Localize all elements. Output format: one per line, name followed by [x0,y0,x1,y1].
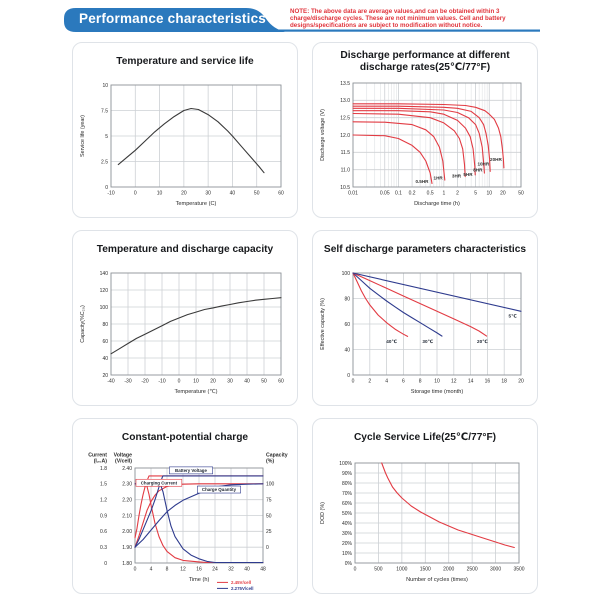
svg-text:1.2: 1.2 [100,497,107,504]
svg-text:-10: -10 [158,378,166,385]
svg-text:1HR: 1HR [433,175,443,181]
svg-text:0.9: 0.9 [100,513,107,520]
svg-text:70%: 70% [341,490,352,497]
svg-text:12: 12 [180,566,186,573]
svg-text:2.10: 2.10 [122,513,132,520]
svg-text:0.5: 0.5 [426,190,434,197]
page-header [0,0,600,40]
svg-text:Battery Voltage: Battery Voltage [175,468,207,474]
svg-text:30: 30 [227,378,233,385]
svg-text:20℃: 20℃ [477,339,488,345]
svg-text:1.90: 1.90 [122,544,132,551]
chart-card-temperature-service-life [72,42,298,218]
svg-text:11.5: 11.5 [340,150,350,157]
svg-text:0: 0 [104,560,107,567]
svg-text:2.40: 2.40 [122,465,132,472]
svg-text:25: 25 [266,529,272,536]
svg-text:100%: 100% [339,460,352,467]
chart-card-self-discharge [312,230,538,406]
svg-text:Temperature (℃): Temperature (℃) [174,389,218,395]
svg-text:80: 80 [344,296,350,303]
svg-text:2.45V/cell: 2.45V/cell [231,580,252,585]
chart-card-cycle-service-life [312,418,538,594]
svg-text:10: 10 [102,82,108,89]
svg-text:(V/cell): (V/cell) [114,458,132,465]
svg-text:500: 500 [374,566,383,573]
svg-text:14: 14 [467,378,474,385]
svg-text:2500: 2500 [466,566,478,573]
chart-title: Self discharge parameters characteristics [323,243,527,255]
svg-text:30℃: 30℃ [422,339,434,345]
svg-text:8: 8 [165,566,169,573]
svg-text:(%): (%) [266,458,275,465]
svg-text:140: 140 [99,270,108,277]
svg-text:0: 0 [347,372,350,379]
svg-text:4: 4 [149,566,153,573]
chart-title: Discharge performance at different discharge rates(25℃/77°F) [340,50,510,73]
chart-card-temperature-discharge-capacity [72,230,298,406]
svg-text:5: 5 [474,190,477,197]
temperature-discharge-capacity-chart [77,263,293,405]
svg-text:18: 18 [501,378,507,385]
header-note: NOTE: The above data are average values,and can be obtained within 3 charge/discharge cycles. These are not minimum values. Cell and battery designs/specifications are subject to modification without notice. [290,8,506,30]
svg-text:60: 60 [278,378,284,385]
svg-text:40%: 40% [341,520,352,527]
svg-text:Charge Quantity: Charge Quantity [201,487,237,493]
svg-text:100: 100 [341,270,350,277]
svg-text:2: 2 [368,378,372,385]
svg-text:20%: 20% [341,540,352,547]
svg-text:40: 40 [244,566,250,573]
svg-text:(I₂₀A): (I₂₀A) [93,458,107,465]
svg-text:1500: 1500 [419,566,431,573]
svg-text:1: 1 [442,190,446,197]
svg-text:2000: 2000 [443,566,455,573]
svg-text:0: 0 [266,544,269,551]
svg-text:50%: 50% [341,510,352,517]
svg-text:3000: 3000 [490,566,502,573]
svg-text:75: 75 [266,497,272,504]
svg-text:120: 120 [99,287,108,294]
svg-text:2.20: 2.20 [122,497,132,504]
svg-text:7.5: 7.5 [101,108,108,115]
svg-text:11.0: 11.0 [340,167,350,174]
svg-text:0: 0 [133,190,137,197]
svg-text:10.5: 10.5 [340,184,350,191]
svg-text:4: 4 [385,378,388,385]
cycle-service-life-chart [317,451,533,593]
svg-text:20HR: 20HR [490,157,502,162]
svg-text:0.01: 0.01 [348,190,358,197]
svg-text:Capacity: Capacity [266,452,288,459]
page-title: Performance characteristics [79,11,266,26]
svg-text:10%: 10% [341,550,352,557]
svg-text:16: 16 [484,378,491,385]
svg-text:0.6: 0.6 [100,529,107,536]
chart-card-constant-potential-charge [72,418,298,594]
svg-text:10: 10 [156,190,163,197]
svg-text:80%: 80% [341,480,352,487]
svg-text:2.275V/cell: 2.275V/cell [231,586,254,591]
svg-text:50: 50 [266,513,272,520]
svg-text:-20: -20 [141,378,149,385]
svg-text:Capacity(%C₂₀): Capacity(%C₂₀) [80,305,86,343]
svg-text:50: 50 [261,378,267,385]
svg-text:0.5HR: 0.5HR [415,178,429,184]
svg-text:Number of cycles (times): Number of cycles (times) [406,577,468,583]
svg-text:8HR: 8HR [473,167,483,173]
svg-text:1.8: 1.8 [100,465,107,472]
svg-text:Discharge time (h): Discharge time (h) [414,201,460,207]
svg-text:40℃: 40℃ [386,339,397,345]
svg-text:10: 10 [193,378,199,385]
svg-text:100: 100 [99,304,108,311]
svg-text:12.0: 12.0 [340,132,350,139]
svg-text:20: 20 [181,190,187,197]
svg-text:0.05: 0.05 [379,190,390,197]
svg-text:60: 60 [344,321,350,328]
svg-text:0%: 0% [344,560,352,567]
svg-text:10: 10 [486,190,493,197]
temperature-service-life-chart [77,75,293,217]
svg-text:13.5: 13.5 [340,80,350,87]
svg-text:Time (h): Time (h) [188,577,210,583]
svg-text:40: 40 [102,355,108,362]
svg-text:50: 50 [253,190,260,197]
svg-text:1000: 1000 [396,566,408,573]
svg-text:-10: -10 [107,190,115,197]
svg-text:3HR: 3HR [451,173,462,179]
svg-text:48: 48 [260,566,266,573]
svg-text:2.5: 2.5 [101,159,108,166]
svg-text:30%: 30% [341,530,352,537]
svg-text:2: 2 [456,190,459,197]
svg-text:8: 8 [418,378,422,385]
svg-text:12.5: 12.5 [340,115,350,122]
svg-text:40: 40 [344,347,350,354]
svg-text:32: 32 [228,566,234,573]
svg-text:2.30: 2.30 [122,481,132,488]
svg-text:0: 0 [133,566,137,573]
svg-text:Effective capacity (%): Effective capacity (%) [320,298,326,350]
svg-text:10: 10 [434,378,440,385]
svg-text:0.2: 0.2 [408,190,416,197]
svg-text:0: 0 [351,378,355,385]
svg-text:5: 5 [105,133,108,140]
svg-text:40: 40 [229,190,236,197]
svg-text:DOD (%): DOD (%) [320,502,326,524]
svg-text:60: 60 [278,190,284,197]
svg-text:1.80: 1.80 [122,560,132,567]
svg-text:100: 100 [266,481,275,488]
svg-text:20: 20 [102,372,108,379]
self-discharge-chart [317,263,533,405]
chart-title: Constant-potential charge [121,431,249,443]
svg-text:-30: -30 [124,378,132,385]
svg-text:-40: -40 [107,378,115,385]
svg-text:0: 0 [353,566,357,573]
constant-potential-charge-chart [77,451,293,593]
svg-text:40: 40 [244,378,250,385]
svg-text:5℃: 5℃ [508,313,517,319]
svg-text:0.3: 0.3 [100,544,107,551]
svg-text:24: 24 [212,566,218,573]
svg-text:Current: Current [88,452,107,459]
svg-text:50: 50 [518,190,524,197]
svg-text:20: 20 [518,378,524,385]
svg-text:60: 60 [102,338,108,345]
svg-text:10HR: 10HR [477,161,490,167]
svg-text:Discharge voltage (V): Discharge voltage (V) [320,109,326,161]
svg-text:0: 0 [177,378,181,385]
svg-text:90%: 90% [341,470,352,477]
svg-text:Storage time (month): Storage time (month) [410,389,464,395]
svg-text:3500: 3500 [513,566,525,573]
svg-text:60%: 60% [341,500,352,507]
svg-text:13.0: 13.0 [340,98,350,105]
svg-text:30: 30 [205,190,211,197]
svg-text:Temperature (C): Temperature (C) [175,201,217,207]
discharge-performance-chart [317,75,533,217]
svg-text:5HR: 5HR [463,171,473,177]
svg-text:Service life (year): Service life (year) [80,115,86,157]
svg-text:20: 20 [500,190,506,197]
svg-text:0.1: 0.1 [394,190,402,197]
charts-grid [72,42,538,594]
svg-text:2.00: 2.00 [122,529,132,536]
svg-text:12: 12 [451,378,457,385]
svg-text:Charging Current: Charging Current [140,480,178,486]
svg-text:16: 16 [196,566,202,573]
svg-text:6: 6 [402,378,405,385]
svg-text:Voltage: Voltage [113,452,132,459]
svg-text:1.5: 1.5 [100,481,107,488]
svg-text:0: 0 [105,184,108,191]
chart-title: Temperature and discharge capacity [96,243,274,255]
svg-text:20: 20 [210,378,216,385]
svg-text:80: 80 [102,321,108,328]
chart-card-discharge-performance [312,42,538,218]
chart-title: Cycle Service Life(25℃/77°F) [353,431,497,443]
chart-title: Temperature and service life [116,55,254,67]
